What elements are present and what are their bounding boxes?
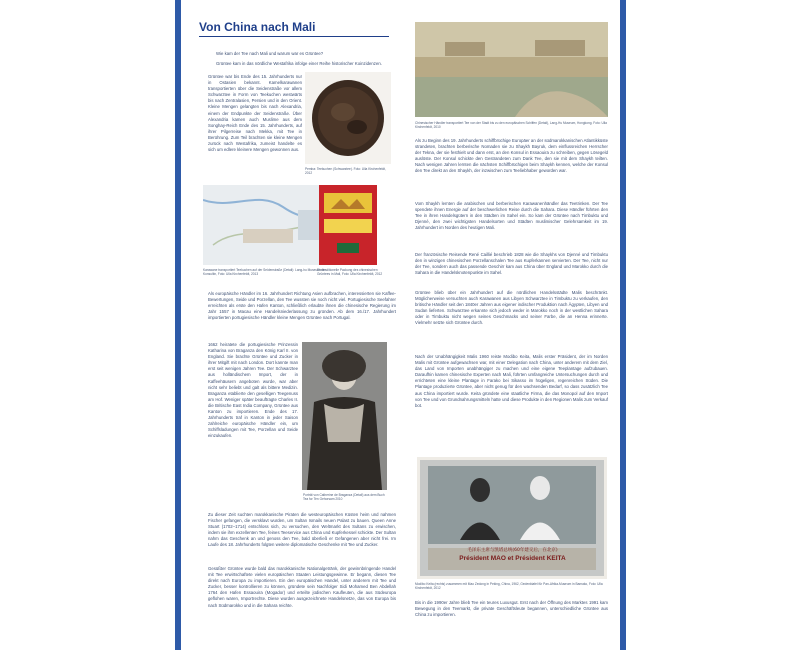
caravan-map-photo xyxy=(203,185,328,265)
paragraph-11: Bis in die 1990er Jahre blieb Tee ein teures Luxusgut. Erst nach der Öffnung des Marktes 1991 kam Bewegung in den Teemarkt, die private Geschäftsleute begannen, unterschiedliche Grüntee aus China zu importieren. xyxy=(415,600,608,618)
paragraph-1: Grüntee war bis Ende des 15. Jahrhunderts nur in Ostasien bekannt. Kamelkarawanen transportierten über die Seidenstraße vor allem Schwarztee in Form von Teekuchen westwärts bis nach Zentralasien, Persien und in den Orient. Kleine Mengen gelangten bis nach Alexandria, einem der Endpunkte der Seidenstraße. Über Alexandria kamen auch Muslime aus dem Songhay-Reich Ende des 15. Jahrhunderts, auf ihrer Pilgerreise nach Mekka, mit Tee in Berührung. Zum Teil brachten sie kleine Mengen zurück nach Westafrika, zumeist handelte es sich um edlere kleinere Mengen gewonnen aus. xyxy=(208,74,302,153)
caption-mao-keita: Modibo Keita (rechts) zusammen mit Mao Zedong in Peking, China, 1962, Gedenktafel für Pan-Afrika-Museum in Bamako, Foto: Ulla Kirchenfeldt, 2012 xyxy=(415,582,603,591)
caption-tea-package: Die traditionelle Packung des chinesischen Grüntees in Mali, Foto: Ulla Kirchenfeldt, 2012 xyxy=(317,268,383,277)
right-border-bar xyxy=(620,0,626,650)
paragraph-8: Der französische Reisende René Caillié beschrieb 1828 wie die Shaykhs von Djenné und Timbuktu den in winzigen chinesischen Porzellanschalen Tee aus Kupferkannen servierten. Der Tee, nicht nur der Tee, sondern auch das passende Geschirr kam aus China über England und Marokko durch die Sahara in die Handelsknotenpunkte im Sahel. xyxy=(415,252,608,276)
intro-paragraph: Grüntee kam in das nördliche Westafrika infolge einer Reihe historischer Koinzidenzen. xyxy=(216,61,382,66)
caption-portrait: Porträt von Catherine de Braganza (Detail) aus dem Buch Tea for Ten Gehorsam 2010 xyxy=(303,493,385,502)
photo-caption-chinese: 毛泽东主席与凯塔总统(60年建交后，在北京) xyxy=(467,548,558,553)
paragraph-2: Als europäische Händler im 16. Jahrhundert Richtung Asien aufbrachen, interessierten sie Kaffee-Bewertungen, Seide und Porzellan, den Tee wussten sie noch nicht viel. Portugiesische Seefahrer erreichten als erste den Hafen Kanton, schließlich erlaubte ihnen die chinesische Regierung im Jahr 1557 in Macau eine Handelsniederlassung zu gründen. Ab dem 16./17. Jahrhundert importierten portugiesische Händler kleine Mengen Grüntee nach Portugal. xyxy=(208,291,396,321)
caption-harbor: Chinesischer Händler transportiert Tee von der Stadt bis zu den europäischen Schiffen (Detail), Lang-Hu Museum, Hongkong. Foto: Ulla Kirchenfeldt, 2010 xyxy=(415,121,607,130)
catherine-portrait xyxy=(302,342,387,490)
tea-package-photo xyxy=(319,185,377,265)
paragraph-9: Grüntee blieb über ein Jahrhundert auf die nördlichen Handelsstädte Malis beschränkt. Möglicherweise versuchten auch Karawanen aus Libyen Schwarztee in Timbuktu zu verkaufen, den britische Händler seit den 1840er Jahren aus eigener indischer Produktion nach Ägypten, Libyen und Sudan lieferten. Schwarztee erkannte sich jedoch weder in Marokko noch in der westlichen Sahara oder in Timbuktu nicht wegen seines Geschmacks und seiner Farbe, die an Henna erinnerte. Vielmehr setzte sich Grüntee durch. xyxy=(415,290,608,326)
photo-caption-french: Président MAO et Président KEITA xyxy=(459,555,566,562)
caption-caravan: Karawane transportiert Teekuchen auf der Seidenstraße (Detail): Lang-hu Museum der Konsultin, Foto: Ulla Kirchenfeldt, 2013 xyxy=(203,268,326,277)
document-page xyxy=(181,0,620,650)
intro-question: Wie kam der Tee nach Mali und warum war es Grüntee? xyxy=(216,51,324,56)
paragraph-10: Nach der Unabhängigkeit Malis 1960 reiste Modibo Keita, Malis erster Präsident, der im Norden Malis mit Grüntee aufgewachsen war, mit einer Delegation nach China, unter anderem mit dem Ziel, das Land von Importen unabhängiger zu machen und eine eigene Teeplantage aufzubauen. Daraufhin kamen chinesische Experten nach Mali, führten umfangreiche Untersuchungen durch und errichteten eine kleine Plantage in Farako bei Sikasso im hügeligen, regenreichen Süden. Die Plantage produzierte Grüntee, aber nicht genug für den wachsenden Bedarf, so dass zusätzlich Tee aus China importiert wurde. Keita gründete eine staatliche Firma, die das Monopol auf den Import von Tee und von Grundnahrungsmitteln hatte und diese Produkte in den Regionen Malis zum Verkauf bot. xyxy=(415,354,608,408)
paragraph-4: Zu dieser Zeit suchten marokkanische Piraten die westeuropäischen Küsten heim und nahmen Fischer gefangen, die versklavt wurden, um Sultan Ismails neuen Palast zu bauen. Queen Anne Stuart (1702–1714) entschloss sich, zu versuchen, den Weltmarkt des Sultans zu erwischen, indem sie ihm exzellenten Tee, feines Teeservice aus China und Kupferkessel schickte. Der Sultan nahm das Geschenk an und genoss den Tee, bald überließ er Gefangenen aber nicht frei. Im Laufe des 18. Jahrhunderts folgten weitere diplomatische Geschenke mit Tee und Zucker. xyxy=(208,512,396,548)
paragraph-3: 1662 heiratete die portugiesische Prinzessin Katharina von Braganza den König Karl II. von England. Sie brachte Grüntee und Zucker in ihrer Mitgift mit nach London. Dort kannte man erst seit wenigen Jahren Tee. Der Schwarztee aus holländischem Import, der in Kaffeehäusern angeboten wurde, war aber nicht sehr beliebt und galt als bittere Medizin. Braganza etablierte den geselligen Teegenuss am Hof. Weniger später beauftragte Charles II. die Britische East India Company, Grüntee aus Kanton zu importieren. Ende des 17. Jahrhunderts traf in Kanton in jeder Saison zahlreiche europäische Händler ein, um Schiffsladungen mit Tee, Porzellan und Seide einzukaufen. xyxy=(208,342,298,439)
caption-tea-leaves: Pemba: Teekuchen (Schwarztee). Foto: Ulla Kirchenfeldt, 2012 xyxy=(305,167,386,176)
title-underline xyxy=(199,36,389,37)
paragraph-5: Gesüßter Grüntee wurde bald das marokkanische Nationalgetränk, der gewinnbringende Handel mit Tee erwirtschaftete vielen europäischen Staaten Leistungsgewinne. Er begann, diesen Tee direkt nach Europa zu importieren. Ein den europäischen Handel, unter anderem mit Tee und Zucker, besser kontrollieren zu können, gründete sein Nachfolger Sidi Mohamed Ben Abdellah 1764 den Hafen Essaouira (Mogador) und erteilte jüdischen Kaufleuten, die aus Südeuropa geflohen waren, Importrechte. Diese wurden ausgezeichnete Handelsnetze, das von Europa bis nach Südmarokko und in die Sahara reichte. xyxy=(208,566,396,608)
paragraph-7: Vom Shaykh lernten die arabischen und berberischen Karawanenhändler das Teetrinken. Der Tee spendete ihnen Energie auf der beschwerlichen Reise durch die Sahara. Diese Händler führten den Tee in ihren Handelsgütern in den Städten im Sahel ein. So kam der Grüntee nach Timbuktu und Djenné, den zwei wichtigsten Handelsorten und Städten muslimischer Gelehrsamkeit im 19. Jahrhundert im Norden des heutigen Mali. xyxy=(415,201,608,231)
article-title: Von China nach Mali xyxy=(199,20,316,34)
harbor-painting xyxy=(415,22,608,117)
tea-leaves-photo xyxy=(305,72,391,164)
paragraph-6: Als zu Beginn des 19. Jahrhunderts schiffbrüchige Europäer an der südmarokkanischen Atlantikküste strandeten, brachten berberische Nomaden sie zu Shaykh Bayruk, dem einflussreichen Herrscher der Tekna, der sie festhielt und dann erst, an den Konsul in Essaouira zu schreiben, gegen Lösegeld auslöste. Der Konsul schickte den Gestrandeten zum Dank Tee, den sie mit dem Shaykh teilten. Nach wenigen Jahren lernten die nächsten Schiffbrüchigen beim Shaykh kennen, welche der Konsul den Tee direkt an den Shaykh, der inzwischen zum Teeliebhaber geworden war. xyxy=(415,138,608,174)
